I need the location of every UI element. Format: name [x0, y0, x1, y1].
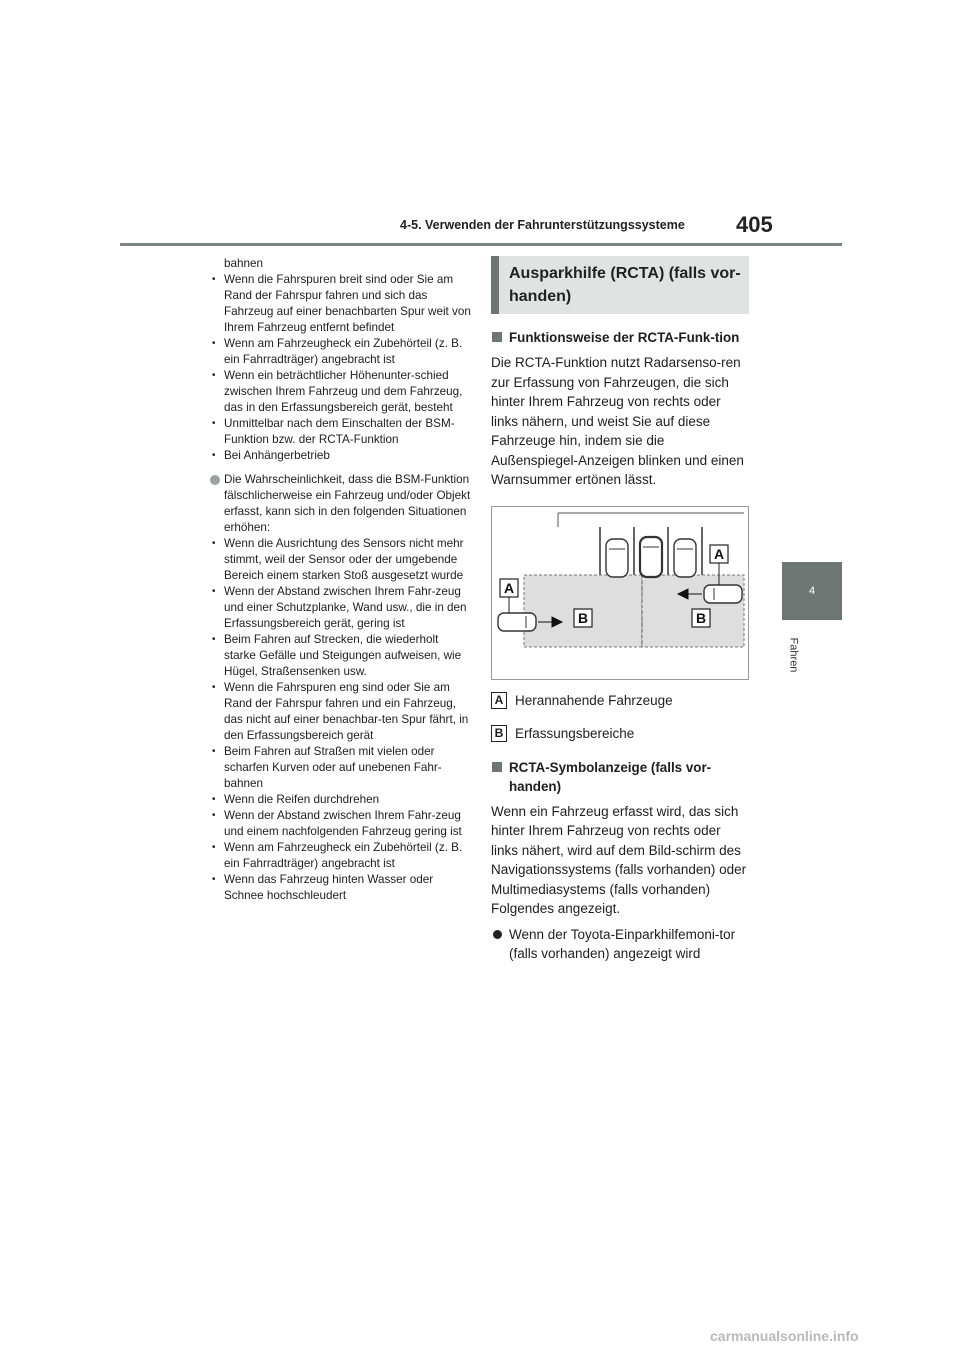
list-item: • Wenn am Fahrzeugheck ein Zubehörteil (z. B. ein Fahrradträger) angebracht ist	[210, 336, 472, 368]
watermark-text: carmanualsonline.info	[710, 1328, 859, 1344]
bullet-item: Wenn der Toyota-Einparkhilfemoni-tor (falls vorhanden) angezeigt wird	[491, 925, 749, 964]
chapter-tab-number: 4	[808, 585, 816, 597]
left-column	[210, 256, 472, 904]
legend-text-a: Herannahende Fahrzeuge	[515, 692, 673, 708]
note-paragraph: Die Wahrscheinlichkeit, dass die BSM-Funktion fälschlicherweise ein Fahrzeug und/oder Objekt erfasst, kann sich in den folgenden Situationen erhöhen:	[210, 472, 472, 536]
list-item: • Beim Fahren auf Straßen mit vielen oder scharfen Kurven oder auf unebenen Fahr-bahnen	[210, 744, 472, 792]
legend-item-b	[491, 725, 749, 742]
parking-diagram	[492, 507, 748, 679]
continuation-text: bahnen	[224, 257, 264, 270]
list-item: • Wenn die Fahrspuren eng sind oder Sie am Rand der Fahrspur fahren und ein Fahrzeug, das nicht auf einer benachbar-ten Spur fährt, in den Erfassungsbereich gerät	[210, 680, 472, 744]
square-bullet-icon	[492, 762, 502, 772]
legend-text-b: Erfassungsbereiche	[515, 725, 635, 741]
label-a-right: A	[713, 545, 725, 562]
condition-list-2	[210, 536, 472, 904]
list-item: • Wenn die Fahrspuren breit sind oder Sie am Rand der Fahrspur fahren und sich das Fahrzeug auf einer benachbarten Spur weit von Ihrem Fahrzeug entfernt befindet	[210, 272, 472, 336]
list-item: • Unmittelbar nach dem Einschalten der BSM-Funktion bzw. der RCTA-Funktion	[210, 416, 472, 448]
chapter-tab[interactable]	[782, 562, 842, 620]
label-b-left: B	[577, 609, 589, 626]
section-heading: Ausparkhilfe (RCTA) (falls vor-handen)	[491, 256, 749, 314]
list-item: • Wenn die Ausrichtung des Sensors nicht mehr stimmt, weil der Sensor oder der umgebende Bereich einem starken Stoß ausgesetzt wurde	[210, 536, 472, 584]
legend-item-a	[491, 692, 749, 709]
header-divider	[120, 243, 842, 246]
circle-bullet-icon	[210, 475, 220, 485]
legend-key-a: A	[491, 692, 507, 709]
list-item: • Beim Fahren auf Strecken, die wiederholt starke Gefälle und Steigungen aufweisen, wie Hügel, Straßensenken usw.	[210, 632, 472, 680]
chapter-header-title: 4-5. Verwenden der Fahrunterstützungssysteme	[400, 218, 685, 232]
square-bullet-icon	[492, 332, 502, 342]
chapter-tab-label: Fahren	[787, 637, 800, 673]
page-number: 405	[736, 212, 773, 237]
subsection-heading-indicator: RCTA-Symbolanzeige (falls vor-handen)	[491, 758, 749, 796]
list-item: • Wenn am Fahrzeugheck ein Zubehörteil (z. B. ein Fahrradträger) angebracht ist	[210, 840, 472, 872]
function-description: Die RCTA-Funktion nutzt Radarsenso-ren zur Erfassung von Fahrzeugen, die sich hinter Ihrem Fahrzeug von rechts oder links nähern, und weist Sie auf diese Fahrzeuge hin, indem sie die Außenspiegel-Anzeigen blinken und einen Warnsummer ertönen lässt.	[491, 355, 744, 487]
list-item: • Bei Anhängerbetrieb	[210, 448, 472, 464]
legend-key-b: B	[491, 725, 507, 742]
label-b-right: B	[695, 609, 707, 626]
list-item: • Wenn ein beträchtlicher Höhenunter-schied zwischen Ihrem Fahrzeug und dem Fahrzeug, das in den Erfassungsbereich gerät, besteht	[210, 368, 472, 416]
list-item: • Wenn der Abstand zwischen Ihrem Fahr-zeug und einem nachfolgenden Fahrzeug gering ist	[210, 808, 472, 840]
right-column	[491, 256, 749, 964]
indicator-description: Wenn ein Fahrzeug erfasst wird, das sich hinter Ihrem Fahrzeug von rechts oder links nähert, wird auf dem Bild-schirm des Navigationssystems (falls vorhanden) oder Multimediasystems (falls vorhanden) Folgendes angezeigt.	[491, 803, 747, 916]
dot-bullet-icon	[493, 930, 502, 939]
rcta-illustration	[491, 506, 749, 680]
subsection-heading-function: Funktionsweise der RCTA-Funk-tion	[491, 328, 749, 347]
label-a-left: A	[503, 579, 515, 596]
list-item: • Wenn das Fahrzeug hinten Wasser oder Schnee hochschleudert	[210, 872, 472, 904]
list-item: • Wenn die Reifen durchdrehen	[210, 792, 472, 808]
list-item: • Wenn der Abstand zwischen Ihrem Fahr-zeug und einer Schutzplanke, Wand usw., die in den Erfassungsbereich gerät, gering ist	[210, 584, 472, 632]
condition-list-1	[210, 272, 472, 464]
